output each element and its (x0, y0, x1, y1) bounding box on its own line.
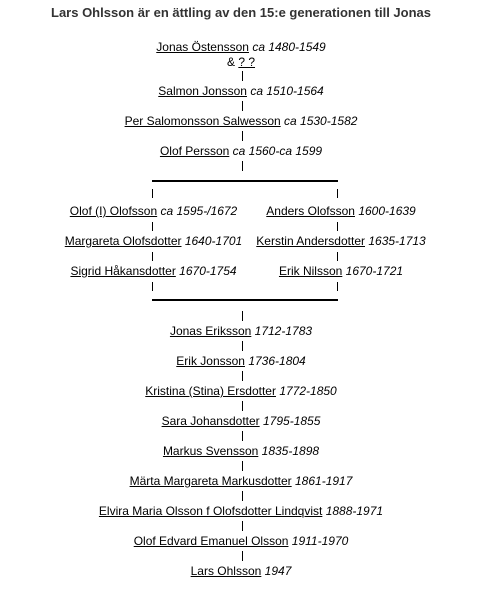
person-dates: ca 1530-1582 (284, 114, 358, 128)
person-link[interactable]: Sara Johansdotter (161, 414, 260, 428)
spouse-prefix: & (226, 55, 235, 69)
page-title: Lars Ohlsson är en ättling av den 15:e generationen till Jonas (51, 5, 431, 20)
connector-line (152, 252, 153, 261)
connector-line (242, 71, 243, 81)
connector-line (242, 161, 243, 171)
connector-line (242, 521, 243, 531)
connector-line (242, 401, 243, 411)
connector-line (242, 431, 243, 441)
person-link[interactable]: Sigrid Håkansdotter (70, 264, 176, 278)
person-dates: 1670-1721 (345, 264, 404, 278)
person-entry (0, 474, 482, 489)
person-dates: 1888-1971 (325, 504, 384, 518)
connector-line (337, 222, 338, 231)
person-dates: 1772-1850 (279, 384, 337, 398)
person-dates: ca 1510-1564 (250, 84, 324, 98)
person-entry (0, 40, 482, 55)
person-entry (0, 384, 482, 399)
person-link[interactable]: Erik Jonsson (176, 354, 245, 368)
person-link[interactable]: Per Salomonsson Salwesson (124, 114, 281, 128)
person-entry (0, 114, 482, 129)
person-entry (0, 564, 482, 579)
connector-line (337, 282, 338, 291)
person-dates: 1712-1783 (254, 324, 313, 338)
person-dates: 1861-1917 (295, 474, 353, 488)
connector-line (152, 189, 153, 198)
person-entry (0, 354, 482, 369)
person-entry (0, 504, 482, 519)
connector-line (242, 491, 243, 501)
person-dates: 1911-1970 (291, 534, 349, 548)
person-dates: 1835-1898 (261, 444, 320, 458)
person-link[interactable]: Kerstin Andersdotter (256, 234, 365, 248)
connector-line (242, 371, 243, 381)
person-link[interactable]: Lars Ohlsson (190, 564, 262, 578)
person-dates: 1640-1701 (184, 234, 243, 248)
connector-line (242, 461, 243, 471)
person-entry (246, 204, 436, 219)
connector-line (337, 252, 338, 261)
connector-line (152, 282, 153, 291)
person-dates: 1736-1804 (248, 354, 306, 368)
person-link[interactable]: Olof Persson (159, 144, 230, 158)
person-entry (246, 264, 436, 279)
person-link[interactable]: Salmon Jonsson (158, 84, 247, 98)
person-link[interactable]: Elvira Maria Olsson f Olofsdotter Lindqvist (98, 504, 323, 518)
connector-line (242, 311, 243, 321)
person-link[interactable]: Jonas Eriksson (169, 324, 252, 338)
person-link[interactable]: Olof Edvard Emanuel Olsson (133, 534, 289, 548)
person-link[interactable]: Markus Svensson (162, 444, 259, 458)
person-entry (246, 234, 436, 249)
person-link[interactable]: Märta Margareta Markusdotter (129, 474, 292, 488)
person-link[interactable]: Margareta Olofsdotter (64, 234, 182, 248)
person-entry (0, 414, 482, 429)
connector-line (242, 551, 243, 561)
person-entry (0, 444, 482, 459)
spouse-link[interactable]: ? ? (238, 55, 256, 69)
person-dates: ca 1560-ca 1599 (232, 144, 323, 158)
person-link[interactable]: Anders Olofsson (266, 204, 355, 218)
connector-line (242, 131, 243, 141)
person-dates: 1947 (264, 564, 292, 578)
connector-line (242, 341, 243, 351)
branch-join-line (152, 299, 338, 301)
person-entry (0, 84, 482, 99)
connector-line (337, 189, 338, 198)
person-dates: 1600-1639 (358, 204, 416, 218)
spouse-entry (0, 55, 482, 70)
connector-line (242, 101, 243, 111)
person-dates: ca 1480-1549 (252, 40, 326, 54)
person-dates: 1795-1855 (263, 414, 321, 428)
person-dates: 1670-1754 (179, 264, 237, 278)
person-link[interactable]: Olof (I) Olofsson (69, 204, 158, 218)
person-link[interactable]: Erik Nilsson (278, 264, 343, 278)
branch-split-line (152, 180, 338, 182)
person-link[interactable]: Kristina (Stina) Ersdotter (145, 384, 276, 398)
person-entry (0, 324, 482, 339)
person-link[interactable]: Jonas Östensson (156, 40, 249, 54)
person-entry (0, 534, 482, 549)
person-dates: ca 1595-/1672 (160, 204, 238, 218)
person-dates: 1635-1713 (368, 234, 426, 248)
connector-line (152, 222, 153, 231)
person-entry (0, 144, 482, 159)
